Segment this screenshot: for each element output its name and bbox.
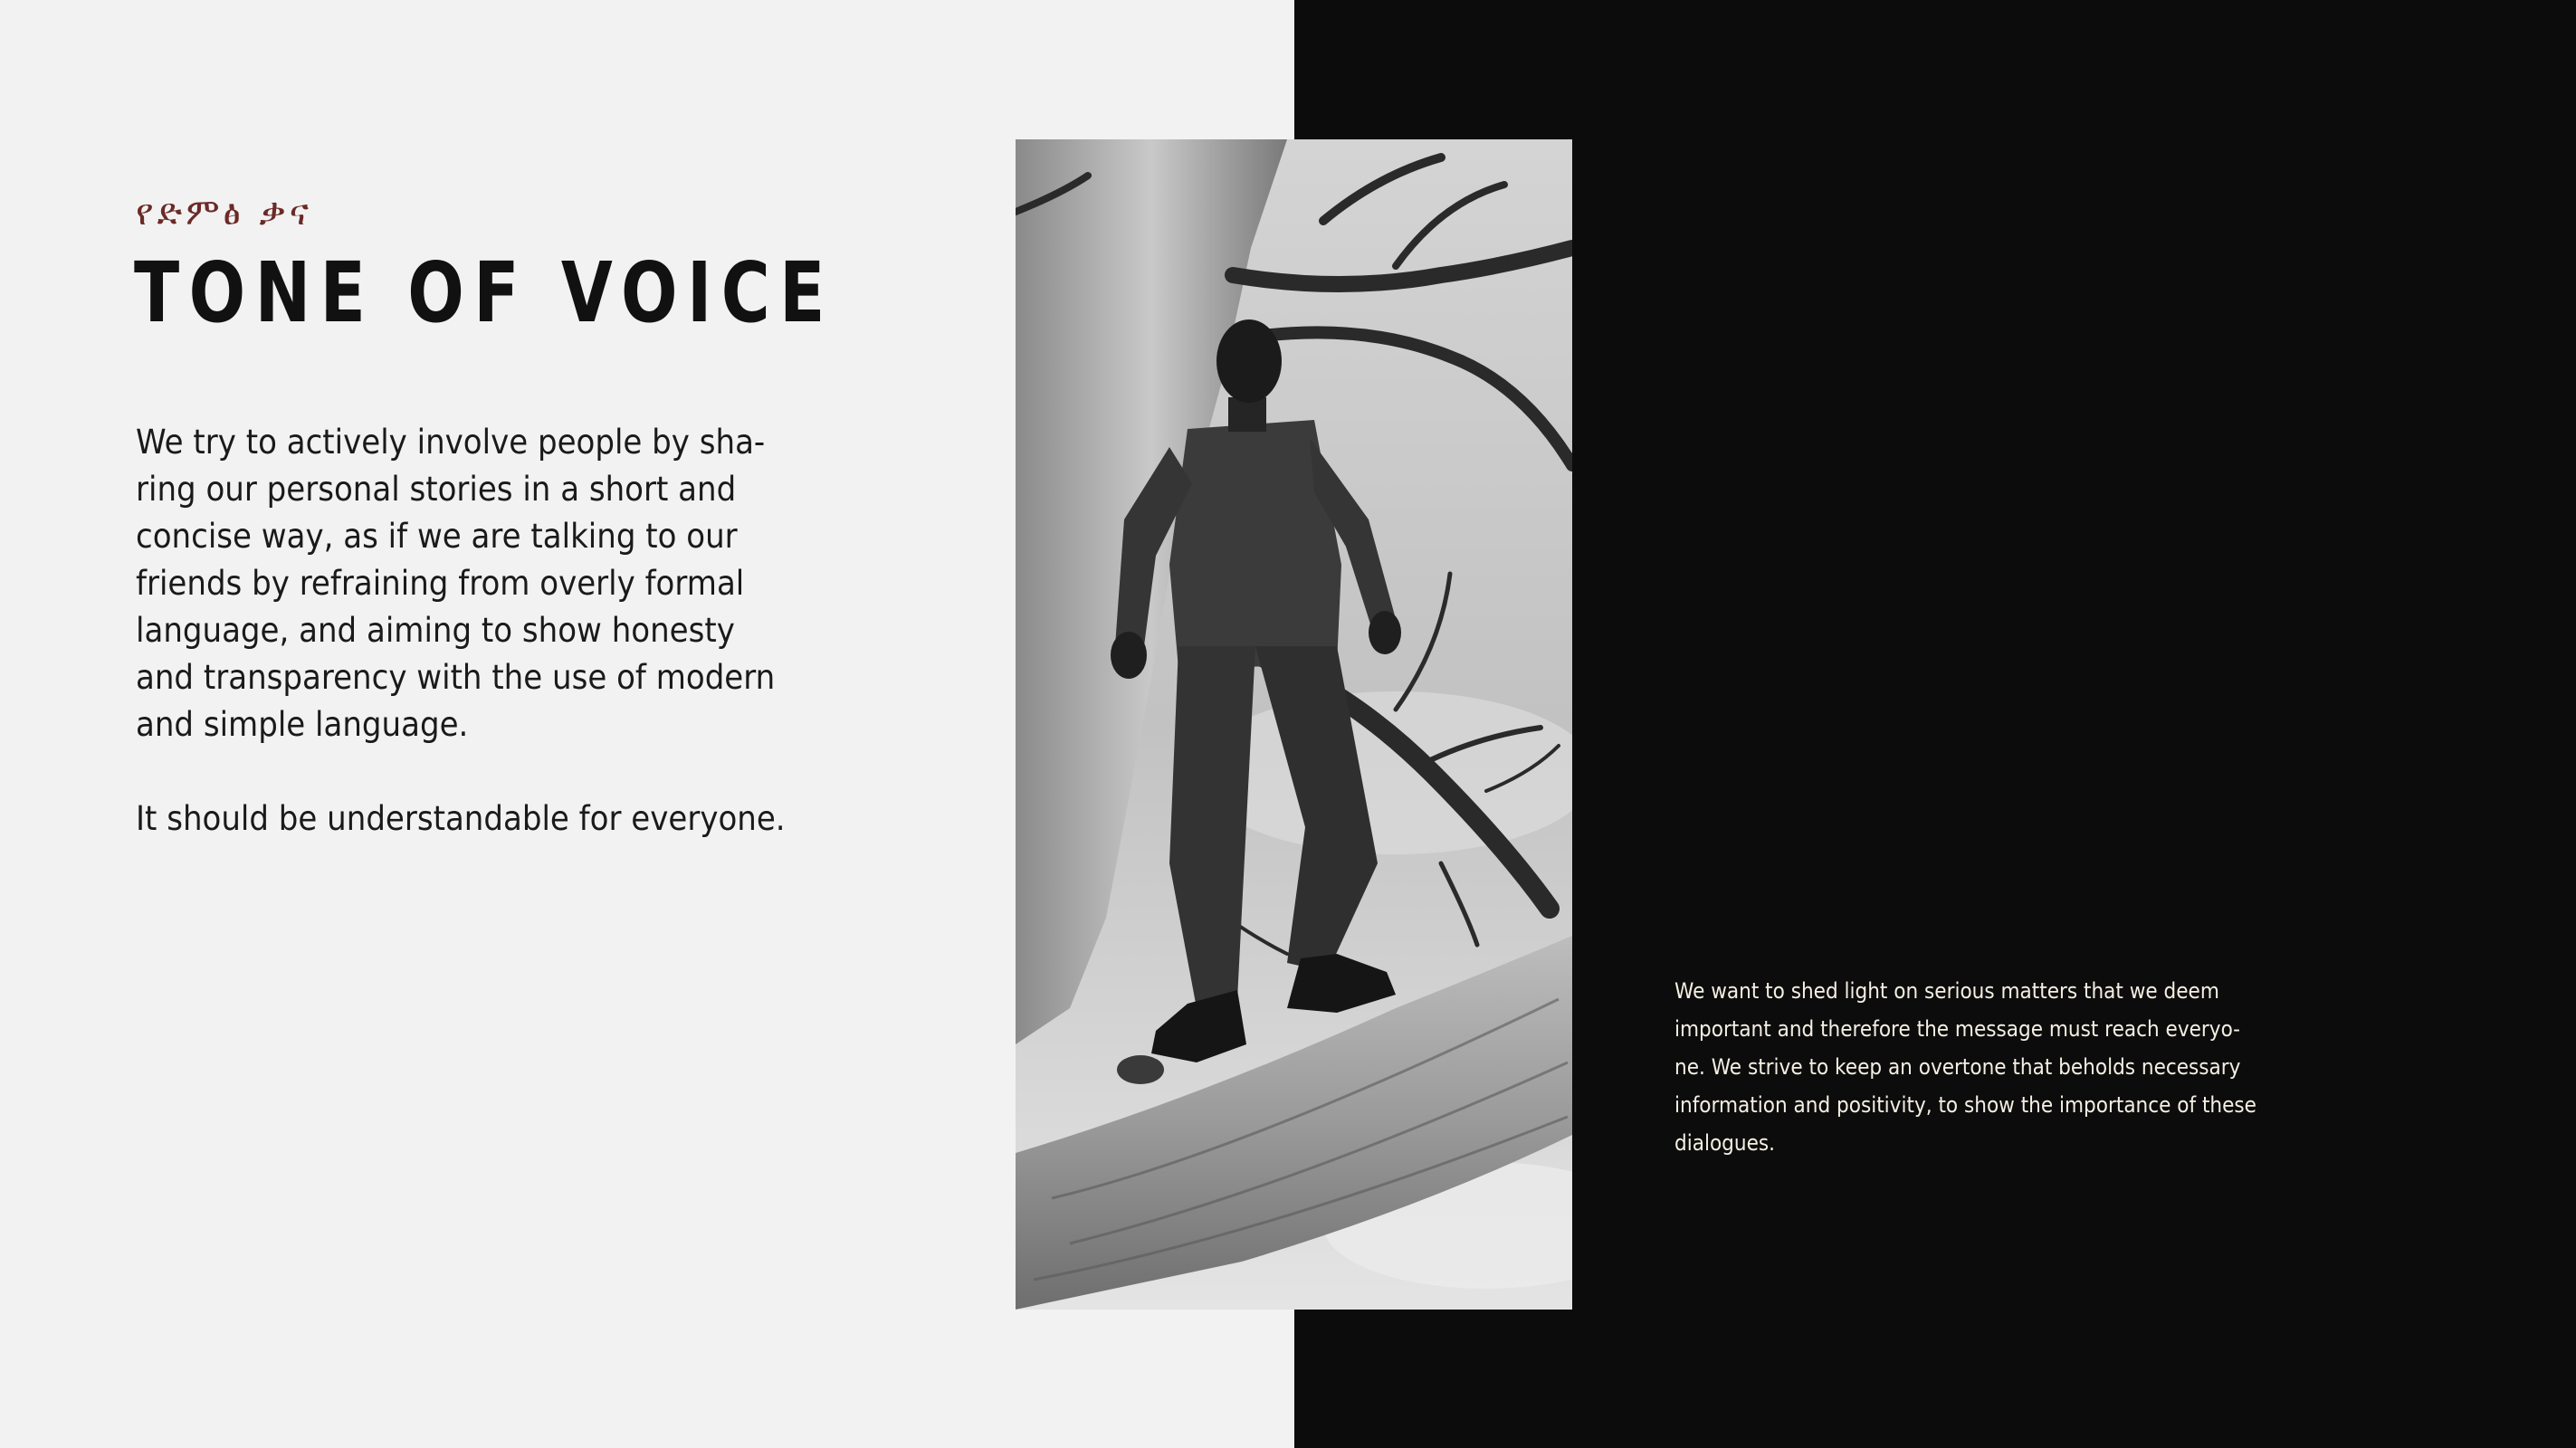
intro-paragraph xyxy=(136,419,860,748)
page-title: TONE OF VOICE xyxy=(134,244,835,341)
paragraph-line: ring our personal stories in a short and xyxy=(136,470,737,509)
paragraph-line: and simple language. xyxy=(136,705,469,744)
quote-line: ne. We strive to keep an overtone that beholds necessary xyxy=(1674,1054,2241,1080)
quote-text xyxy=(1674,972,2308,1162)
photo-log-knot xyxy=(1117,1055,1164,1084)
paragraph-line: concise way, as if we are talking to our xyxy=(136,517,738,556)
paragraph-line: We try to actively involve people by sha- xyxy=(136,423,766,462)
quote-line: dialogues. xyxy=(1674,1130,1775,1156)
quote-line: important and therefore the message must reach everyo- xyxy=(1674,1016,2240,1042)
paragraph-line: friends by refraining from overly formal xyxy=(136,564,745,603)
paragraph-line: language, and aiming to show honesty xyxy=(136,611,735,650)
portrait-photo xyxy=(1016,139,1572,1310)
secondary-paragraph xyxy=(136,795,860,843)
body-copy xyxy=(136,419,860,843)
quote-line: We want to shed light on serious matters that we deem xyxy=(1674,978,2219,1004)
paragraph-line: and transparency with the use of modern xyxy=(136,658,776,697)
amharic-subtitle: የድምፅ ቃና xyxy=(136,192,312,233)
quote-line: information and positivity, to show the importance of these xyxy=(1674,1092,2256,1118)
secondary-line: It should be understandable for everyone. xyxy=(136,799,786,838)
